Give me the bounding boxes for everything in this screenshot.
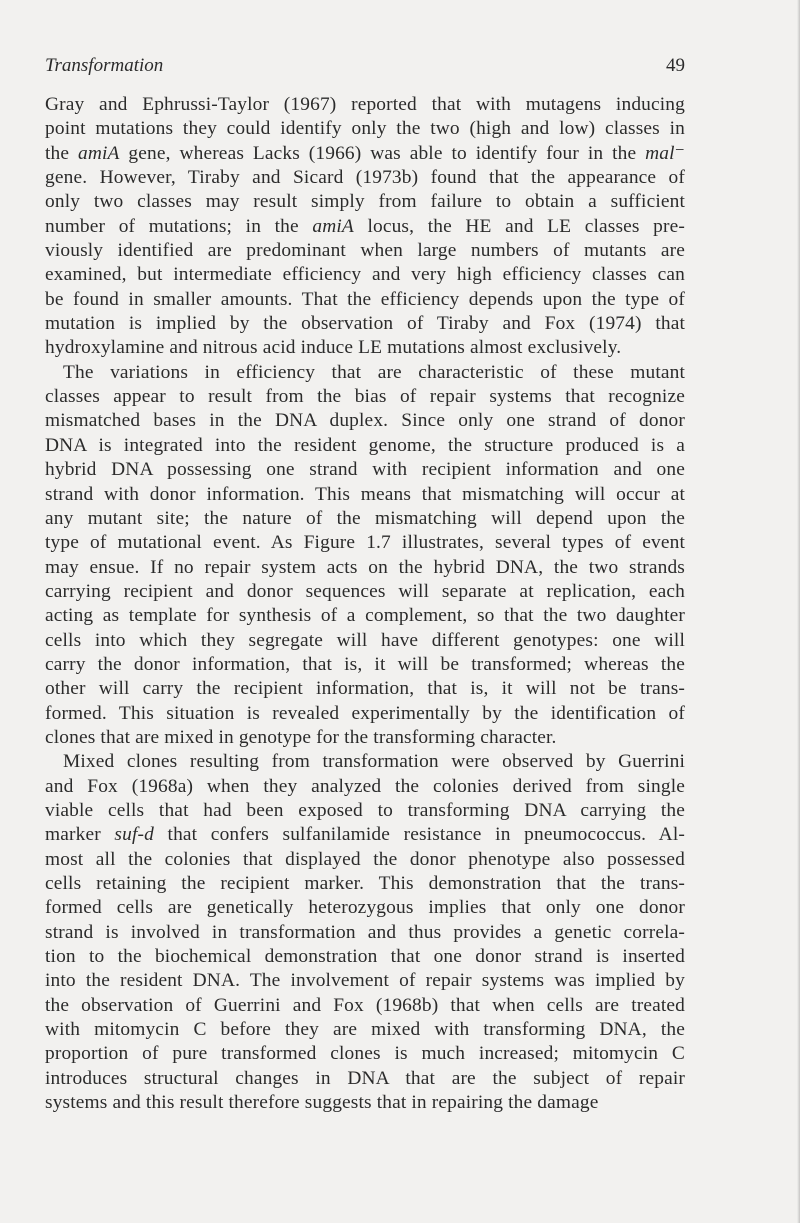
paragraph <box>45 361 685 751</box>
text-line: viously identified are predominant when large numbers of mutants are <box>45 240 685 262</box>
text-line: with mitomycin C before they are mixed with transforming DNA, the <box>45 1019 685 1041</box>
text-line: clones that are mixed in genotype for the transforming character. <box>45 726 557 748</box>
text-line: acting as template for synthesis of a complement, so that the two daughter <box>45 605 685 627</box>
text-line: cells into which they segregate will have different genotypes: one will <box>45 629 685 651</box>
text-line: tion to the biochemical demonstration that one donor strand is inserted <box>45 946 685 968</box>
paragraph <box>45 93 685 361</box>
text-line: and Fox (1968a) when they analyzed the colonies derived from single <box>45 775 685 797</box>
text-line: introduces structural changes in DNA that are the subject of repair <box>45 1067 685 1089</box>
text-line: mismatched bases in the DNA duplex. Since only one strand of donor <box>45 410 685 432</box>
text-line: number of mutations; in the amiA locus, the HE and LE classes pre- <box>45 215 685 237</box>
paragraph <box>45 750 685 1115</box>
text-line: marker suf-d that confers sulfanilamide resistance in pneumococcus. Al- <box>45 824 685 846</box>
text-line: strand is involved in transformation and thus provides a genetic correla- <box>45 921 685 943</box>
text-line: Gray and Ephrussi-Taylor (1967) reported that with mutagens inducing <box>45 94 685 115</box>
text-line: examined, but intermediate efficiency and very high efficiency classes can <box>45 264 685 286</box>
text-line: the observation of Guerrini and Fox (1968b) that when cells are treated <box>45 994 685 1016</box>
text-line: viable cells that had been exposed to transforming DNA carrying the <box>45 799 685 821</box>
text-line: into the resident DNA. The involvement of repair systems was implied by <box>45 970 685 992</box>
text-line: other will carry the recipient information, that is, it will not be trans- <box>45 678 685 700</box>
text-line: Mixed clones resulting from transformation were observed by Guerrini <box>63 751 685 773</box>
text-line: only two classes may result simply from failure to obtain a sufficient <box>45 191 685 213</box>
text-line: hybrid DNA possessing one strand with recipient information and one <box>45 459 685 481</box>
text-line: formed cells are genetically heterozygous implies that only one donor <box>45 897 685 919</box>
text-line: most all the colonies that displayed the donor phenotype also possessed <box>45 848 685 870</box>
text-line: type of mutational event. As Figure 1.7 illustrates, several types of event <box>45 532 685 554</box>
text-line: the amiA gene, whereas Lacks (1966) was able to identify four in the mal⁻ <box>45 142 685 164</box>
text-line: mutation is implied by the observation of Tiraby and Fox (1974) that <box>45 313 685 335</box>
text-line: DNA is integrated into the resident genome, the structure produced is a <box>45 434 685 456</box>
page-number: 49 <box>666 55 685 76</box>
text-line: The variations in efficiency that are characteristic of these mutant <box>63 361 685 383</box>
text-line: be found in smaller amounts. That the efficiency depends upon the type of <box>45 288 685 310</box>
text-line: any mutant site; the nature of the mismatching will depend upon the <box>45 507 685 529</box>
text-line: carry the donor information, that is, it will be transformed; whereas the <box>45 653 685 675</box>
running-title: Transformation <box>45 55 164 76</box>
text-line: point mutations they could identify only the two (high and low) classes in <box>45 118 685 140</box>
text-line: strand with donor information. This means that mismatching will occur at <box>45 483 685 505</box>
text-line: proportion of pure transformed clones is much increased; mitomycin C <box>45 1043 685 1065</box>
book-page <box>45 0 685 1223</box>
text-line: cells retaining the recipient marker. This demonstration that the trans- <box>45 873 685 894</box>
text-line: gene. However, Tiraby and Sicard (1973b) found that the appearance of <box>45 167 685 189</box>
text-line: systems and this result therefore suggests that in repairing the damage <box>45 1092 599 1114</box>
text-line: may ensue. If no repair system acts on the hybrid DNA, the two strands <box>45 556 685 578</box>
running-head <box>45 54 685 78</box>
text-line: hydroxylamine and nitrous acid induce LE mutations almost exclusively. <box>45 337 622 359</box>
text-line: formed. This situation is revealed experimentally by the identification of <box>45 702 685 724</box>
text-line: carrying recipient and donor sequences will separate at replication, each <box>45 580 685 602</box>
text-line: classes appear to result from the bias of repair systems that recognize <box>45 386 685 408</box>
body-text <box>45 93 685 1115</box>
